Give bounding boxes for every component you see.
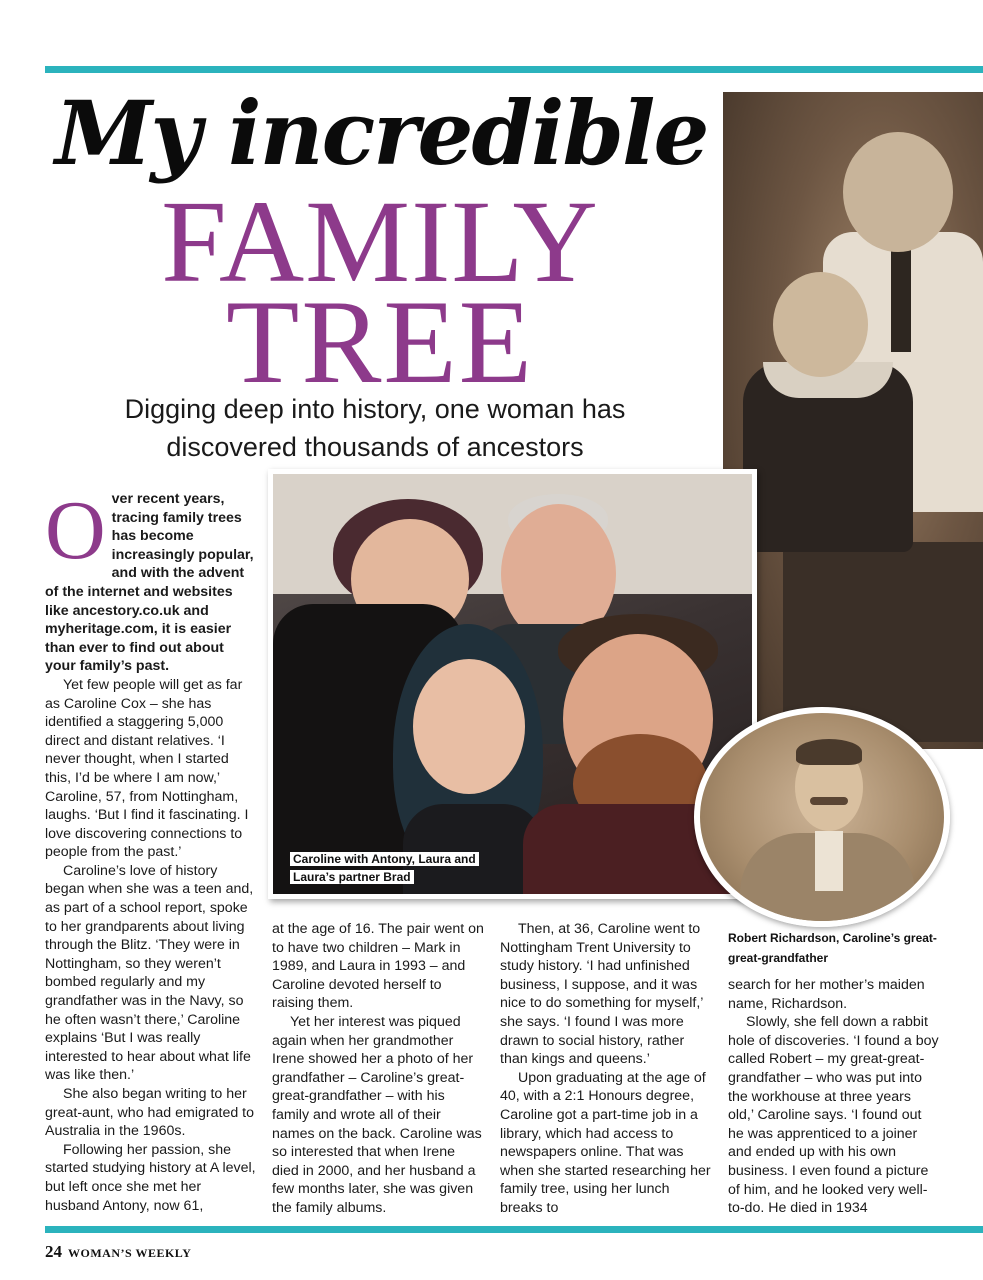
paragraph: Yet few people will get as far as Caroline Cox – she has identified a staggering 5,000 direct and distant relatives. ‘I never thought, when I started this, I’d be where I am now,’ Caroline, 57, from Nottingham, laughs. ‘But I find it fascinating. I love discovering connections to people from the past.’ xyxy=(45,676,249,861)
lede-text: ver recent years, tracing family trees has become increasingly popular, and with the advent of the internet and websites like ancestory.co.uk and myheritage.com, it is easier than ever to find out about your family’s past. xyxy=(45,491,254,675)
paragraph: Yet her interest was piqued again when her grandmother Irene showed her a photo of her grandfather – Caroline’s great-great-grandfather – with his family and wrote all of their names on the back. Caroline was so interested that when Irene died in 2000, and her husband a few months later, she was given the family albums. xyxy=(272,1013,482,1216)
paragraph: Slowly, she fell down a rabbit hole of discoveries. ‘I found a boy called Robert – my great-great-grandfather – who was put into the workhouse at three years old,’ Caroline says. ‘I found out he was apprenticed to a joiner and ended up with his own business. I even found a picture of him, and he looked very well-to-do. He died in 1934 xyxy=(728,1014,939,1217)
paragraph: Then, at 36, Caroline went to Nottingham Trent University to study history. ‘I had unfinished business, I suppose, and it was nice to do something for myself,’ she says. ‘I found I was more drawn to social history, rather than kings and queens.’ xyxy=(500,921,703,1068)
page-footer xyxy=(45,1242,191,1262)
family-selfie-photo xyxy=(268,469,757,899)
paragraph: Caroline’s love of history began when she was a teen and, as part of a school report, spoke to her grandparents about living through the Blitz. ‘They were in Nottingham, so they weren’t bombed regularly and my grandfather was in the Navy, so he often wasn’t there,’ Caroline explains ‘But I was really interested to hear about what life was like then.’ xyxy=(45,862,254,1084)
vintage-photo-two-boys xyxy=(723,92,983,749)
paragraph: at the age of 16. The pair went on to have two children – Mark in 1989, and Laura in 1993 – and Caroline devoted herself to raising them. xyxy=(272,921,484,1012)
standfirst: Digging deep into history, one woman has discovered thousands of ancestors xyxy=(124,394,626,462)
intro-paragraph xyxy=(45,484,257,676)
top-rule xyxy=(45,66,983,73)
paragraph: She also began writing to her great-aunt, who had emigrated to Australia in the 1960s. xyxy=(45,1086,255,1140)
portrait-caption: Robert Richardson, Caroline’s great-great-grandfather xyxy=(728,931,937,965)
page-number: 24 xyxy=(45,1242,62,1261)
headline-line2: FAMILY xyxy=(161,176,599,307)
body-column-1 xyxy=(45,484,257,1215)
portrait-robert-richardson xyxy=(694,707,950,927)
paragraph: search for her mother’s maiden name, Richardson. xyxy=(728,977,925,1012)
paragraph: Upon graduating at the age of 40, with a 2:1 Honours degree, Caroline got a part-time job in a library, which had access to newspapers online. That was when she started researching her family tree, using her lunch breaks to xyxy=(500,1069,711,1216)
main-photo-caption: Caroline with Antony, Laura and Laura’s partner Brad xyxy=(290,850,510,886)
body-column-4 xyxy=(728,976,940,1218)
paragraph: Following her passion, she started studying history at A level, but left once she met her husband Antony, now 61, xyxy=(45,1141,256,1214)
headline-line3: TREE xyxy=(226,275,534,408)
headline-line1: My incredible xyxy=(55,81,708,185)
bottom-rule xyxy=(45,1226,983,1233)
body-column-3 xyxy=(500,920,712,1218)
drop-cap: O xyxy=(45,484,106,577)
body-column-2 xyxy=(272,920,484,1218)
magazine-name: WOMAN’S WEEKLY xyxy=(68,1246,192,1260)
